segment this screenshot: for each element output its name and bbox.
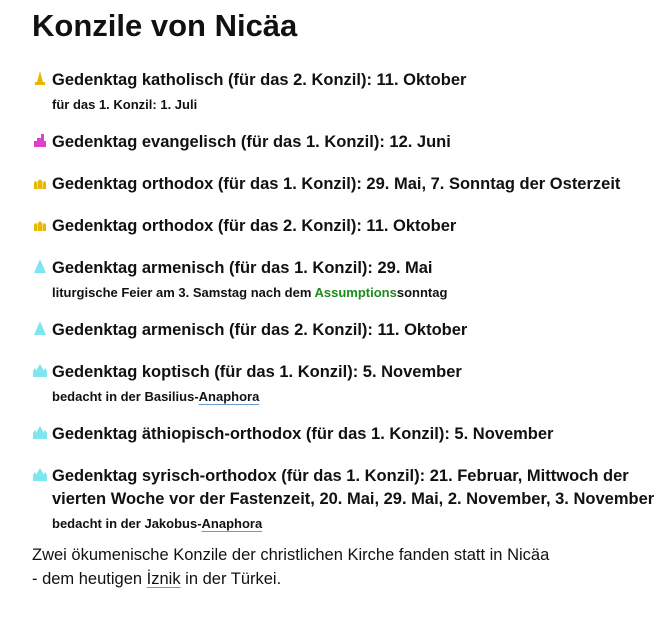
entry-sub: für das 1. Konzil: 1. Juli <box>52 97 198 112</box>
entry-main: Gedenktag katholisch (für das 2. Konzil): 11. Oktober <box>52 71 467 89</box>
coptic-icon <box>32 466 48 482</box>
entry-sub: liturgische Feier am 3. Samstag nach dem Assumptionssonntag <box>52 285 448 300</box>
entry-main: Gedenktag koptisch (für das 1. Konzil): 5. November <box>52 363 462 381</box>
entry-main: Gedenktag syrisch-orthodox (für das 1. Konzil): 21. Februar, Mittwoch der vierten Woche vor der Fastenzeit, 20. Mai, 29. Mai, 2. November, 3. November <box>52 467 655 508</box>
entry-main: Gedenktag armenisch (für das 2. Konzil): 11. Oktober <box>52 321 468 339</box>
page-title: Konzile von Nicäa <box>32 8 298 43</box>
assumptions-link[interactable]: Assumptions <box>314 285 397 300</box>
iznik-link[interactable]: İznik <box>146 570 181 588</box>
list-item <box>32 361 671 407</box>
coptic-icon <box>32 362 48 378</box>
list-item <box>32 69 671 115</box>
list-item <box>32 319 671 342</box>
list-item <box>32 215 671 238</box>
armenian-icon <box>32 320 48 336</box>
intro-paragraph: Zwei ökumenische Konzile der christlichen Kirche fanden statt in Nicäa - dem heutigen İznik in der Türkei. <box>32 546 550 588</box>
entry-sub: bedacht in der Jakobus-Anaphora <box>52 516 263 531</box>
memorial-list <box>32 69 671 534</box>
orthodox-icon <box>32 174 48 190</box>
entry-main: Gedenktag orthodox (für das 1. Konzil): 29. Mai, 7. Sonntag der Osterzeit <box>52 175 621 193</box>
list-item <box>32 465 671 534</box>
entry-main: Gedenktag orthodox (für das 2. Konzil): 11. Oktober <box>52 217 457 235</box>
entry-main: Gedenktag äthiopisch-orthodox (für das 1. Konzil): 5. November <box>52 425 554 443</box>
list-item <box>32 257 671 303</box>
anaphora-link[interactable]: Anaphora <box>198 389 260 404</box>
armenian-icon <box>32 258 48 274</box>
list-item <box>32 131 671 154</box>
orthodox-icon <box>32 216 48 232</box>
list-item <box>32 423 671 446</box>
list-item <box>32 173 671 196</box>
coptic-icon <box>32 424 48 440</box>
entry-main: Gedenktag evangelisch (für das 1. Konzil): 12. Juni <box>52 133 451 151</box>
entry-main: Gedenktag armenisch (für das 1. Konzil): 29. Mai <box>52 259 433 277</box>
catholic-icon <box>32 70 48 86</box>
entry-sub: bedacht in der Basilius-Anaphora <box>52 389 260 404</box>
evangelical-icon <box>32 132 48 148</box>
anaphora-link[interactable]: Anaphora <box>201 516 263 531</box>
